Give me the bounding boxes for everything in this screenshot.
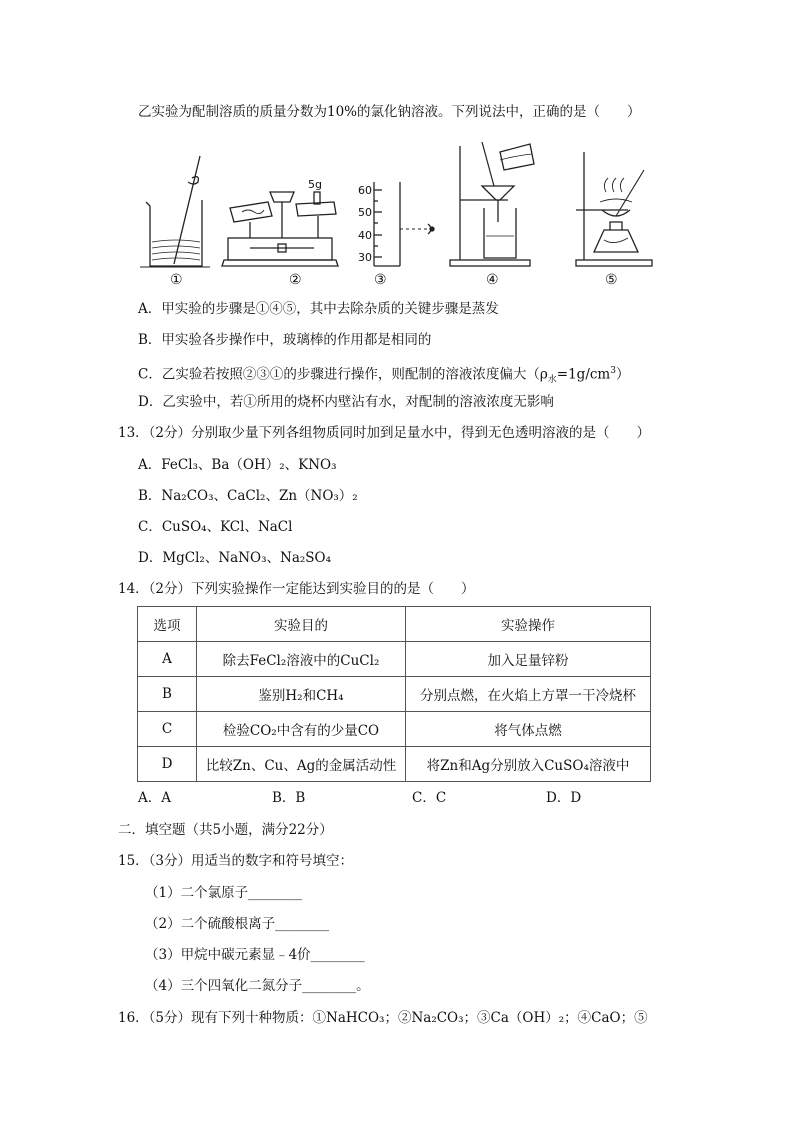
evaporation-icon bbox=[576, 152, 652, 266]
figure-label-3: ③ bbox=[374, 272, 387, 288]
table-row bbox=[138, 642, 651, 677]
table-header: 选项 bbox=[138, 607, 197, 642]
q14-answer-c: C．C bbox=[412, 790, 447, 806]
table-cell: D bbox=[138, 747, 197, 782]
cylinder-icon bbox=[374, 182, 434, 266]
option-a: A．甲实验的步骤是①④⑤，其中去除杂质的关键步骤是蒸发 bbox=[138, 301, 499, 317]
tick-label: 50 bbox=[358, 206, 372, 219]
q13-option-c: C．CuSO₄、KCl、NaCl bbox=[138, 519, 293, 535]
table-cell: 加入足量锌粉 bbox=[406, 642, 651, 677]
q16-stem: 16．（5分）现有下列十种物质：①NaHCO₃；②Na₂CO₃；③Ca（OH）₂；④CaO；⑤ bbox=[118, 1010, 648, 1026]
q14-stem: 14．（2分）下列实验操作一定能达到实验目的的是（ ） bbox=[118, 581, 475, 597]
figure-label-4: ④ bbox=[486, 272, 499, 288]
beaker-icon bbox=[140, 156, 210, 267]
table-cell: 鉴别H₂和CH₄ bbox=[197, 677, 406, 712]
q13-option-a: A．FeCl₃、Ba（OH）₂、KNO₃ bbox=[138, 457, 337, 473]
q13-option-d: D．MgCl₂、NaNO₃、Na₂SO₄ bbox=[138, 550, 332, 566]
table-header: 实验操作 bbox=[406, 607, 651, 642]
q15-item-1: （1）二个氯原子________ bbox=[145, 885, 303, 901]
figure-label-2: ② bbox=[289, 272, 302, 288]
table-cell: A bbox=[138, 642, 197, 677]
q15-item-4: （4）三个四氧化二氮分子________。 bbox=[145, 978, 370, 994]
table-row bbox=[138, 747, 651, 782]
table-cell: 将气体点燃 bbox=[406, 712, 651, 747]
tick-label: 40 bbox=[358, 229, 372, 242]
figure-label-1: ① bbox=[170, 272, 183, 288]
q14-answer-a: A．A bbox=[138, 790, 171, 806]
table-cell: 分别点燃，在火焰上方罩一干冷烧杯 bbox=[406, 677, 651, 712]
table-cell: 将Zn和Ag分别放入CuSO₄溶液中 bbox=[406, 747, 651, 782]
tick-label: 60 bbox=[358, 184, 372, 197]
q15-stem: 15．（3分）用适当的数字和符号填空： bbox=[118, 853, 354, 869]
balance-icon bbox=[222, 192, 338, 266]
table-header: 实验目的 bbox=[197, 607, 406, 642]
apparatus-figure bbox=[138, 142, 658, 272]
table-cell: C bbox=[138, 712, 197, 747]
filtration-icon bbox=[450, 142, 534, 266]
q14-answer-d: D．D bbox=[546, 790, 582, 806]
q15-item-3: （3）甲烷中碳元素显﹣4价________ bbox=[145, 947, 365, 963]
table-cell: 比较Zn、Cu、Ag的金属活动性 bbox=[197, 747, 406, 782]
option-c: C．乙实验若按照②③①的步骤进行操作，则配制的溶液浓度偏大$(\rho_水=1g/cm^3)$ bbox=[138, 366, 630, 386]
table-row bbox=[138, 677, 651, 712]
q14-answer-b: B．B bbox=[272, 790, 306, 806]
q14-table bbox=[137, 606, 651, 782]
table-cell: 检验CO₂中含有的少量CO bbox=[197, 712, 406, 747]
option-d: D．乙实验中，若①所用的烧杯内壁沾有水，对配制的溶液浓度无影响 bbox=[138, 394, 554, 410]
question-intro: 乙实验为配制溶质的质量分数为10%的氯化钠溶液。下列说法中，正确的是（ ） bbox=[138, 104, 641, 120]
option-b: B．甲实验各步操作中，玻璃棒的作用都是相同的 bbox=[138, 332, 432, 348]
q13-stem: 13．（2分）分别取少量下列各组物质同时加到足量水中，得到无色透明溶液的是（ ） bbox=[118, 425, 651, 441]
q13-option-b: B．Na₂CO₃、CaCl₂、Zn（NO₃）₂ bbox=[138, 488, 358, 504]
table-cell: B bbox=[138, 677, 197, 712]
table-row bbox=[138, 712, 651, 747]
weight-label: 5g bbox=[308, 178, 322, 191]
q15-item-2: （2）二个硫酸根离子________ bbox=[145, 916, 330, 932]
tick-label: 30 bbox=[358, 251, 372, 264]
figure-label-5: ⑤ bbox=[605, 272, 618, 288]
table-cell: 除去FeCl₂溶液中的CuCl₂ bbox=[197, 642, 406, 677]
section-heading: 二．填空题（共5小题，满分22分） bbox=[118, 822, 333, 838]
table-header-row bbox=[138, 607, 651, 642]
